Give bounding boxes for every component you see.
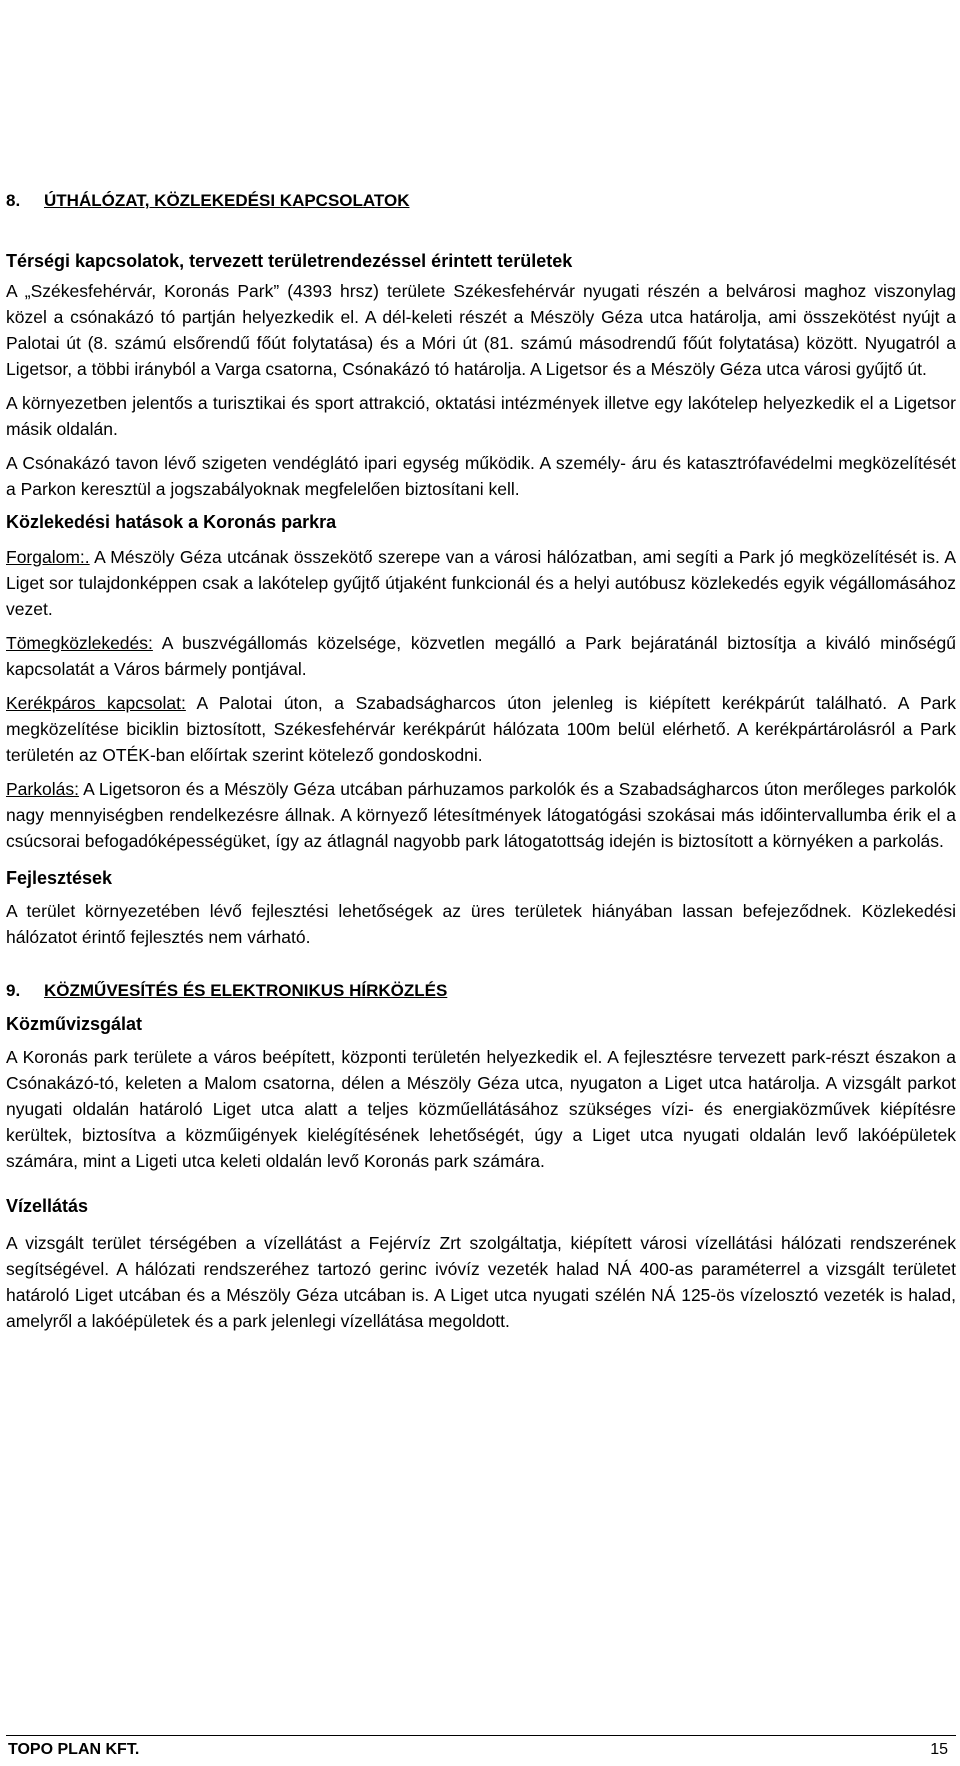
section-number: 9. [6, 981, 21, 1000]
document-body [6, 190, 956, 1334]
bicycle-text: A Palotai úton, a Szabadságharcos úton jelenleg is kiépített kerékpárút található. A Park megközelítése biciklin biztosított, Székesfehérvár kerékpárút hálózata 100m belül elérhető. A kerékpártárolásról a Park területén az OTÉK-ban előírtak szerint kötelező gondoskodni. [6, 693, 956, 765]
paragraph: A „Székesfehérvár, Koronás Park” (4393 hrsz) területe Székesfehérvár nyugati részén a belvárosi maghoz viszonylag közel a csónakázó tó partján helyezkedik el. A dél-keleti részét a Mészöly Géza utca határolja, ami összekötést nyújt a Palotai út (8. számú elsőrendű főút folytatása) és a Móri út (81. számú másodrendű főút folytatása) között. Nyugatról a Ligetsor, a többi irányból a Varga csatorna, Csónakázó tó határolja. A Ligetsor és a Mészöly Géza utca városi gyűjtő út. [6, 281, 956, 379]
regional-connections-heading: Térségi kapcsolatok, tervezett területrendezéssel érintett területek [6, 251, 573, 271]
section-title: KÖZMŰVESÍTÉS ÉS ELEKTRONIKUS HÍRKÖZLÉS [44, 981, 448, 1000]
page-number: 15 [930, 1741, 948, 1758]
utility-survey-heading: Közművizsgálat [6, 1014, 143, 1034]
developments-heading: Fejlesztések [6, 868, 113, 888]
traffic-text: A Mészöly Géza utcának összekötő szerepe van a városi hálózatban, ami segíti a Park jó megközelítését is. A Liget sor tulajdonképpen csak a lakótelep gyűjtő útjaként funkcionál és a helyi autóbusz közlekedés egyik végállomásához vezet. [6, 547, 956, 619]
bicycle-label: Kerékpáros kapcsolat: [6, 693, 186, 713]
header-regulation-line: 314/2012. (XI. 8.) Korm. rendelet 38.§ szerinti államigazgatási egyeztetési dokumentáció (41.§ szerinti egyszerűsített [8, 58, 913, 76]
section-title: ÚTHÁLÓZAT, KÖZLEKEDÉSI KAPCSOLATOK [44, 191, 410, 210]
section-8-heading [6, 190, 956, 212]
parking-label: Parkolás: [6, 779, 79, 799]
traffic-paragraph [6, 544, 956, 622]
paragraph: A vizsgált terület térségében a vízellátást a Fejérvíz Zrt szolgáltatja, kiépített városi vízellátási hálózati rendszerének segítségével. A hálózati rendszeréhez tartozó gerinc ivóvíz vezeték halad NÁ 400-as paraméterrel a vizsgált területet határoló Liget utcában és a Mészöly Géza utcában is. A Liget utca nyugati szélén NÁ 125-ös vízelosztó vezeték is halad, amelyről a lakóépületek és a park jelenlegi vízellátása megoldott. [6, 1233, 956, 1331]
header-date-line: eljárásban) 2014. február [382, 84, 578, 102]
page-header [0, 0, 960, 108]
paragraph: A Csónakázó tavon lévő szigeten vendéglátó ipari egység működik. A személy- áru és katasztrófavédelmi megközelítését a Parkon keresztül a jogszabályoknak megfelelően biztosítani kell. [6, 453, 956, 499]
traffic-effects-heading: Közlekedési hatások a Koronás parkra [6, 512, 337, 532]
paragraph: A terület környezetében lévő fejlesztési lehetőségek az üres területek hiányában lassan befejeződnek. Közlekedési hálózatot érintő fejlesztés nem várható. [6, 901, 956, 947]
public-transport-text: A buszvégállomás közelsége, közvetlen megálló a Park bejáratánál biztosítja a kiváló minőségű kapcsolatát a Város bármely pontjával. [6, 633, 956, 679]
footer-divider [6, 1735, 956, 1736]
header-subtitle-line: SZÉKESFEHÉRVÁR „KORONÁS PARK” TERÜLETÉRE (4393 hrsz) [221, 32, 739, 50]
water-supply-heading: Vízellátás [6, 1196, 89, 1216]
public-transport-label: Tömegközlekedés: [6, 633, 153, 653]
parking-text: A Ligetsoron és a Mészöly Géza utcában párhuzamos parkolók és a Szabadságharcos úton merőleges parkolók nagy mennyiségben rendelkezésre állnak. A környező létesítmények látogatógási szokásai más időintervallumba érik el a csúcsorai befogadóképességüket, így az átlagnál nagyobb park látogatottság idején is biztosított a környéken a parkolás. [6, 779, 956, 851]
header-title-line: Székesfehérvár Helyi Építési Szabályzatának és Szabályozási tervének módosítása [155, 6, 805, 24]
public-transport-paragraph [6, 630, 956, 682]
paragraph: A Koronás park területe a város beépített, központi területén helyezkedik el. A fejlesztésre tervezett park-részt északon a Csónakázó-tó, keleten a Malom csatorna, délen a Mészöly Géza utca, nyugaton a Liget utca határolja. A vizsgált parkot nyugati oldalán határoló Liget utca alatt a teljes közműellátásához szükséges vízi- és energiaközművek kiépítésre kerültek, biztosítva a közműigények kielégítésének lehetőségét, úgy a Liget utca nyugati oldalán levő lakóépületek számára, mint a Ligeti utca keleti oldalán levő Koronás park számára. [6, 1047, 956, 1171]
bicycle-paragraph [6, 690, 956, 768]
traffic-label: Forgalom:. [6, 547, 90, 567]
section-9-heading [6, 980, 956, 1002]
footer-company: TOPO PLAN KFT. [8, 1741, 140, 1758]
section-number: 8. [6, 191, 21, 210]
parking-paragraph [6, 776, 956, 854]
paragraph: A környezetben jelentős a turisztikai és sport attrakció, oktatási intézmények illetve egy lakótelep helyezkedik el a Ligetsor másik oldalán. [6, 393, 956, 439]
